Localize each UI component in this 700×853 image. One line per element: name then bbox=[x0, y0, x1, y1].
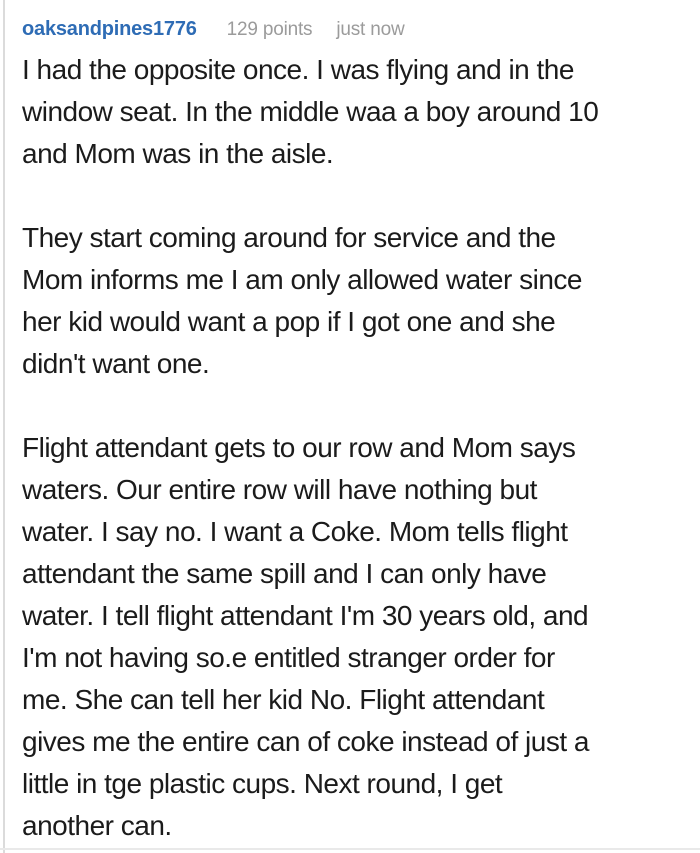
comment-thread-line bbox=[3, 0, 5, 853]
comment-header bbox=[22, 16, 692, 43]
comment-text-line: water. I say no. I want a Coke. Mom tells flight bbox=[22, 516, 568, 547]
comment-text-line: water. I tell flight attendant I'm 30 years old, and bbox=[22, 600, 589, 631]
comment-text-line: little in tge plastic cups. Next round, I get bbox=[22, 768, 503, 799]
comment-timestamp: just now bbox=[336, 19, 405, 40]
comment-text-line: and Mom was in the aisle. bbox=[22, 138, 334, 169]
comment-username[interactable]: oaksandpines1776 bbox=[22, 18, 197, 40]
comment-text-line: didn't want one. bbox=[22, 348, 210, 379]
comment-text-line: Flight attendant gets to our row and Mom says bbox=[22, 432, 576, 463]
comment-text-line: another can. bbox=[22, 810, 172, 841]
comment-text-line: window seat. In the middle waa a boy around 10 bbox=[22, 96, 599, 127]
comment-text-line: waters. Our entire row will have nothing but bbox=[22, 474, 537, 505]
comment-text-line: They start coming around for service and the bbox=[22, 222, 556, 253]
comment-paragraph bbox=[22, 217, 692, 385]
comment-text-line: attendant the same spill and I can only have bbox=[22, 558, 547, 589]
comment-body bbox=[22, 49, 692, 847]
comment-text-line: me. She can tell her kid No. Flight attendant bbox=[22, 684, 545, 715]
comment-paragraph bbox=[22, 427, 692, 847]
comment-paragraph bbox=[22, 49, 692, 175]
comment-points: 129 points bbox=[226, 19, 313, 40]
comment-text-line: gives me the entire can of coke instead of just a bbox=[22, 726, 589, 757]
comment-text-line: Mom informs me I am only allowed water since bbox=[22, 264, 582, 295]
comment-bottom-divider bbox=[0, 848, 700, 850]
comment-text-line: I'm not having so.e entitled stranger order for bbox=[22, 642, 555, 673]
comment-text-line: I had the opposite once. I was flying and in the bbox=[22, 54, 574, 85]
comment-text-line: her kid would want a pop if I got one and she bbox=[22, 306, 556, 337]
